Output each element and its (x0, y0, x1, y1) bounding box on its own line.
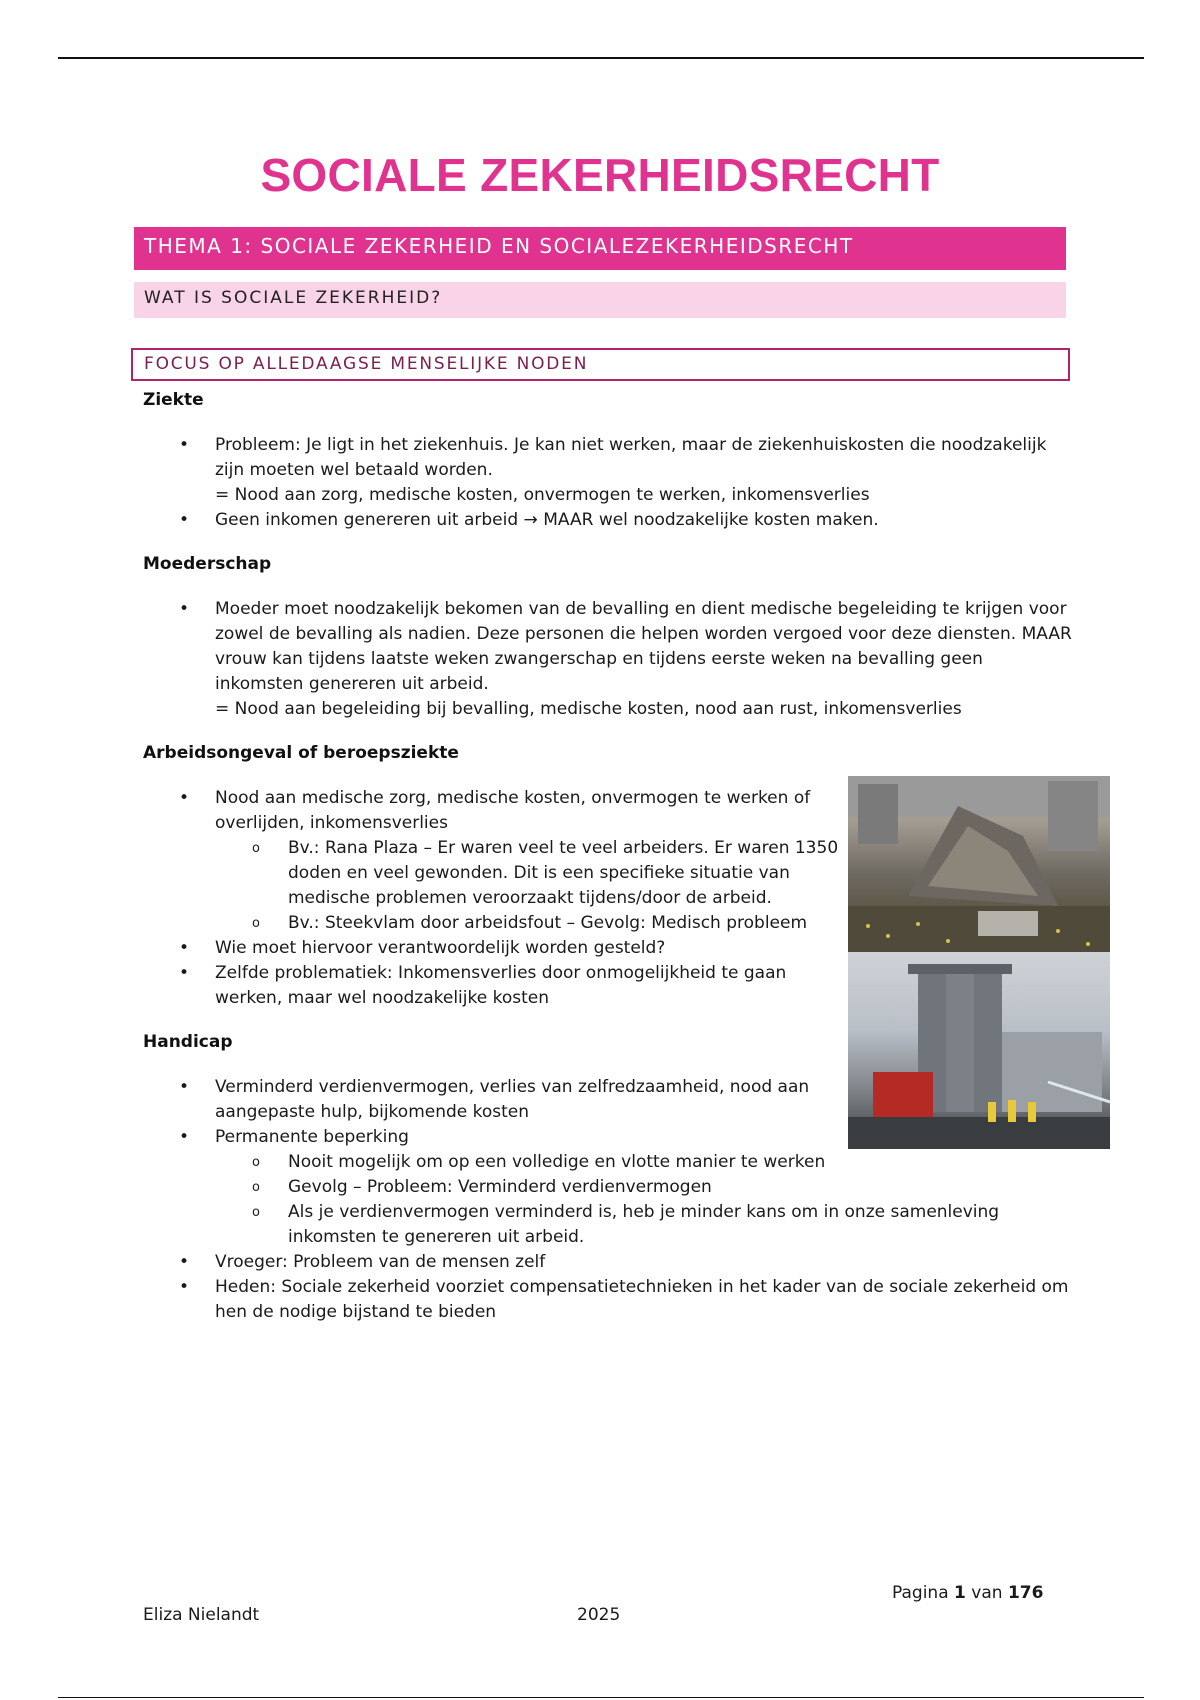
footer-author: Eliza Nielandt (143, 1605, 260, 1625)
list-item-text: Moeder moet noodzakelijk bekomen van de bevalling en dient medische begeleiding te krijgen voor zowel de bevalling als nadien. Deze personen die helpen worden vergoed voor deze diensten. MAAR vrouw kan tijdens laatste weken zwangerschap en tijdens eerste weken na bevalling geen inkomsten genereren uit arbeid. (215, 599, 1072, 694)
list-item: • Vroeger: Probleem van de mensen zelf (143, 1250, 1073, 1275)
list-item (143, 1125, 1073, 1250)
heading-arbeidsongeval: Arbeidsongeval of beroepsziekte (143, 743, 459, 763)
page-of: van (971, 1583, 1003, 1603)
list-item-text: Permanente beperking (215, 1127, 409, 1147)
list-item-text: Nood aan medische zorg, medische kosten, onvermogen te werken of overlijden, inkomensverlies (215, 788, 811, 833)
sublist-handicap (215, 1150, 1073, 1250)
list-item: • Geen inkomen genereren uit arbeid → MAAR wel noodzakelijke kosten maken. (143, 508, 1073, 533)
focus-heading: FOCUS OP ALLEDAAGSE MENSELIJKE NODEN (131, 348, 1070, 381)
heading-handicap: Handicap (143, 1032, 233, 1052)
list-item: • Wie moet hiervoor verantwoordelijk worden gesteld? (143, 936, 843, 961)
page-number (892, 1583, 1043, 1603)
sub-list-item: o Gevolg – Probleem: Verminderd verdienvermogen (143, 1175, 1073, 1200)
list-item: • Zelfde problematiek: Inkomensverlies door onmogelijkheid te gaan werken, maar wel noodzakelijke kosten (143, 961, 843, 1011)
sub-list-item: o Bv.: Rana Plaza – Er waren veel te veel arbeiders. Er waren 1350 doden en veel gewonden. Dit is een specifieke situatie van medische problemen veroorzaakt tijdens/door de arbeid. (143, 836, 843, 911)
section-heading: WAT IS SOCIALE ZEKERHEID? (134, 282, 1066, 318)
list-ziekte (143, 433, 1073, 533)
footer-year: 2025 (577, 1605, 621, 1625)
list-item: • Verminderd verdienvermogen, verlies van zelfredzaamheid, nood aan aangepaste hulp, bijkomende kosten (143, 1075, 855, 1125)
heading-ziekte: Ziekte (143, 390, 204, 410)
page-total: 176 (1007, 1583, 1044, 1603)
sub-list-item: o Nooit mogelijk om op een volledige en vlotte manier te werken (143, 1150, 1073, 1175)
list-item-text: Probleem: Je ligt in het ziekenhuis. Je kan niet werken, maar de ziekenhuiskosten die noodzakelijk zijn moeten wel betaald worden. (215, 435, 1047, 480)
list-arbeidsongeval (143, 786, 843, 1011)
list-item: • Heden: Sociale zekerheid voorziet compensatietechnieken in het kader van de sociale zekerheid om hen de nodige bijstand te bieden (143, 1275, 1073, 1325)
sub-list-item: o Als je verdienvermogen verminderd is, heb je minder kans om in onze samenleving inkomsten te genereren uit arbeid. (143, 1200, 1073, 1250)
list-moederschap (143, 597, 1073, 722)
list-item-note: = Nood aan begeleiding bij bevalling, medische kosten, nood aan rust, inkomensverlies (215, 699, 962, 719)
document-body (143, 388, 1073, 1325)
page-current: 1 (954, 1583, 966, 1603)
heading-moederschap: Moederschap (143, 554, 272, 574)
sublist-arbeidsongeval (215, 836, 843, 936)
sub-list-item: o Bv.: Steekvlam door arbeidsfout – Gevolg: Medisch probleem (143, 911, 843, 936)
bottom-rule (58, 1697, 1144, 1698)
list-item-note: = Nood aan zorg, medische kosten, onvermogen te werken, inkomensverlies (215, 485, 870, 505)
document-title: SOCIALE ZEKERHEIDSRECHT (260, 149, 940, 201)
top-rule (58, 57, 1144, 59)
page-label: Pagina (892, 1583, 949, 1603)
list-item (143, 433, 1073, 508)
list-item (143, 597, 1073, 722)
list-handicap (143, 1075, 1073, 1325)
theme-heading: THEMA 1: SOCIALE ZEKERHEID EN SOCIALEZEKERHEIDSRECHT (134, 227, 1066, 270)
list-item (143, 786, 843, 936)
